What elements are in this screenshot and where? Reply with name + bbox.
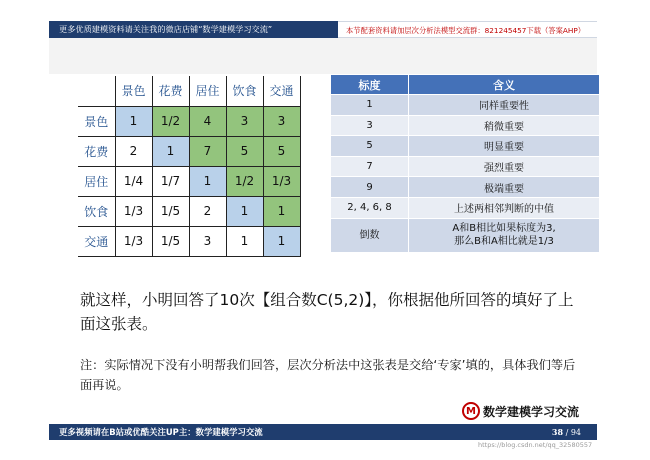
- page-total: 94: [570, 428, 581, 437]
- logo-m-icon: M: [462, 402, 480, 420]
- matrix-cell: 1/5: [152, 196, 189, 226]
- scale-value: 3: [331, 115, 409, 136]
- scale-meaning: [409, 218, 600, 252]
- matrix-cell: 1: [189, 166, 226, 196]
- matrix-col-header: 交通: [263, 76, 300, 106]
- scale-meaning-line: 那么B和A相比就是1/3: [454, 236, 554, 248]
- scale-meaning: 上述两相邻判断的中值: [409, 197, 600, 218]
- matrix-cell: 1/4: [115, 166, 152, 196]
- matrix-row-header: 花费: [78, 136, 115, 166]
- brand-logo: [462, 401, 579, 421]
- scale-table-header: 标度: [331, 75, 409, 95]
- scale-meaning: 极端重要: [409, 177, 600, 198]
- bottom-banner: [49, 424, 597, 440]
- matrix-cell: 1/7: [152, 166, 189, 196]
- scale-value: 倒数: [331, 218, 409, 252]
- watermark: https://blog.csdn.net/qq_32580557: [478, 441, 593, 449]
- matrix-cell: 1/3: [115, 226, 152, 256]
- matrix-row-header: 居住: [78, 166, 115, 196]
- matrix-row: [78, 226, 300, 256]
- top-banner: [49, 21, 597, 38]
- scale-value: 1: [331, 95, 409, 116]
- matrix-cell: 3: [263, 106, 300, 136]
- scale-meaning: 明显重要: [409, 136, 600, 157]
- scale-meaning-line: A和B相比如果标度为3,: [452, 223, 556, 235]
- scale-table: [330, 74, 600, 253]
- matrix-cell: 1: [115, 106, 152, 136]
- scale-table-row: [331, 115, 600, 136]
- page-current: 38: [551, 427, 564, 437]
- scale-meaning: 强烈重要: [409, 156, 600, 177]
- scale-meaning: 同样重要性: [409, 95, 600, 116]
- scale-table-row: [331, 197, 600, 218]
- main-paragraph: 就这样，小明回答了10次【组合数C(5,2)】，你根据他所回答的填好了上面这张表。: [80, 291, 574, 333]
- matrix-cell: 2: [189, 196, 226, 226]
- note-paragraph: 注：实际情况下没有小明帮我们回答，层次分析法中这张表是交给‘专家’填的，具体我们等后面再说。: [80, 358, 576, 392]
- scale-value: 2, 4, 6, 8: [331, 197, 409, 218]
- matrix-row: [78, 166, 300, 196]
- top-banner-right-text: 本节配套资料请加层次分析法模型交流群：821245457下载（答案AHP）: [338, 21, 597, 38]
- scale-value: 7: [331, 156, 409, 177]
- logo-text: 数学建模学习交流: [483, 404, 580, 419]
- comparison-matrix: [78, 76, 301, 257]
- matrix-cell: 1: [263, 196, 300, 226]
- top-banner-left-text: 更多优质建模资料请关注我的微店店铺“数学建模学习交流”: [49, 21, 338, 38]
- matrix-cell: 5: [263, 136, 300, 166]
- scale-table-row: [331, 177, 600, 198]
- matrix-cell: 1/3: [263, 166, 300, 196]
- matrix-row: [78, 136, 300, 166]
- scale-table-row: [331, 218, 600, 252]
- page-number: [552, 424, 581, 441]
- matrix-row: [78, 196, 300, 226]
- scale-value: 5: [331, 136, 409, 157]
- matrix-cell: 1/5: [152, 226, 189, 256]
- matrix-cell: 5: [226, 136, 263, 166]
- bottom-banner-text: 更多视频请在B站或优酷关注UP主：数学建模学习交流: [59, 427, 263, 437]
- matrix-col-header: 居住: [189, 76, 226, 106]
- scale-table-header: 含义: [409, 75, 600, 95]
- scale-meaning: 稍微重要: [409, 115, 600, 136]
- matrix-cell: 1: [263, 226, 300, 256]
- scale-table-row: [331, 156, 600, 177]
- matrix-col-header: 景色: [115, 76, 152, 106]
- matrix-cell: 3: [226, 106, 263, 136]
- matrix-cell: 1/2: [226, 166, 263, 196]
- matrix-cell: 4: [189, 106, 226, 136]
- matrix-cell: 2: [115, 136, 152, 166]
- page-separator: /: [563, 428, 571, 437]
- matrix-cell: 1/3: [115, 196, 152, 226]
- matrix-cell: 1/2: [152, 106, 189, 136]
- matrix-row-header: 景色: [78, 106, 115, 136]
- matrix-row-header: 饮食: [78, 196, 115, 226]
- matrix-corner: [78, 76, 115, 106]
- scale-value: 9: [331, 177, 409, 198]
- matrix-row-header: 交通: [78, 226, 115, 256]
- matrix-cell: 1: [226, 196, 263, 226]
- matrix-cell: 1: [226, 226, 263, 256]
- matrix-cell: 1: [152, 136, 189, 166]
- matrix-cell: 3: [189, 226, 226, 256]
- matrix-row: [78, 106, 300, 136]
- header-band: [49, 38, 597, 74]
- matrix-col-header: 花费: [152, 76, 189, 106]
- scale-table-row: [331, 136, 600, 157]
- scale-table-row: [331, 95, 600, 116]
- matrix-col-header: 饮食: [226, 76, 263, 106]
- matrix-cell: 7: [189, 136, 226, 166]
